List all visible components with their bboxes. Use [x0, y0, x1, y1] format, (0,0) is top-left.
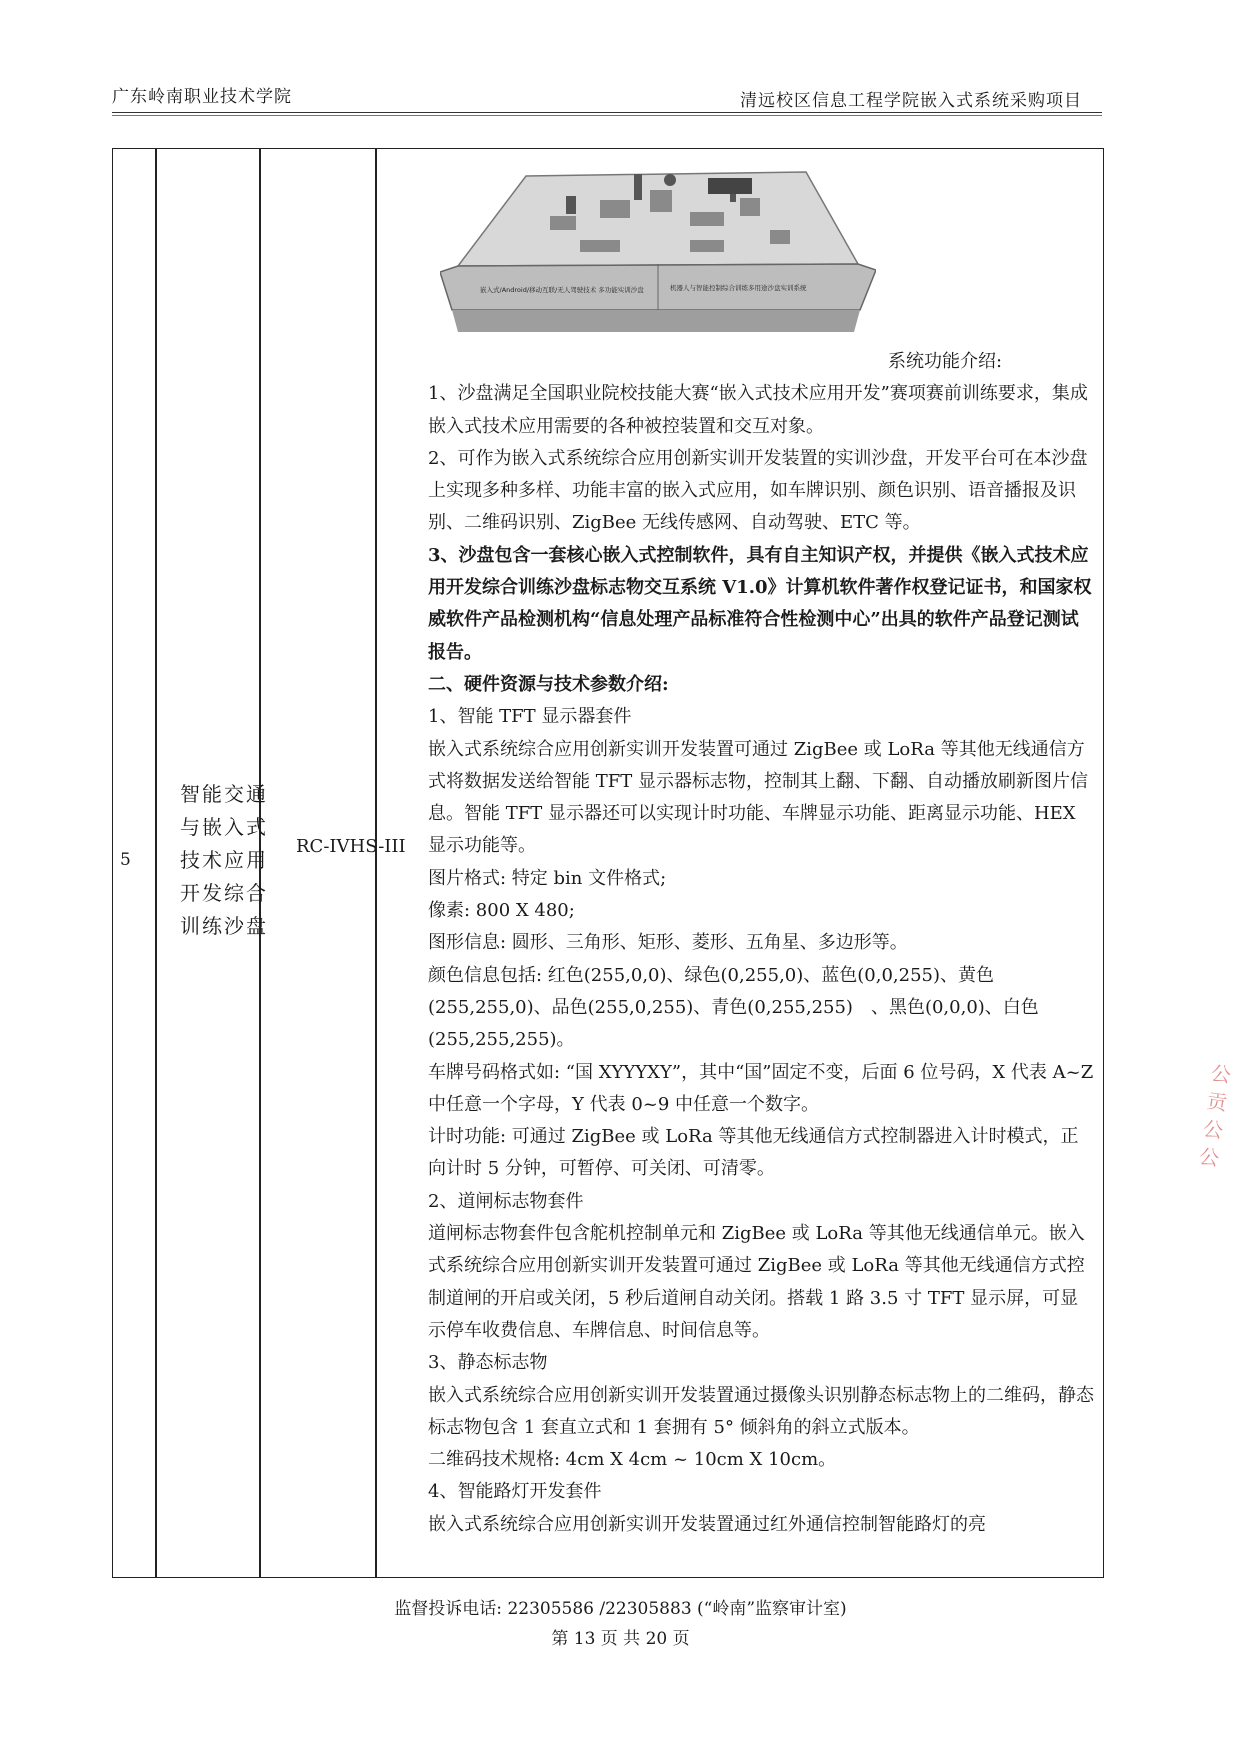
header-rule: [112, 112, 1102, 113]
header-right: 清远校区信息工程学院嵌入式系统采购项目: [740, 91, 1082, 111]
intro-item-1: 1、沙盘满足全国职业院校技能大赛“嵌入式技术应用开发”赛项赛前训练要求，集成嵌入式技术应用需要的各种被控装置和交互对象。: [428, 383, 1088, 437]
row-number: 5: [120, 850, 131, 870]
section-3-description: 嵌入式系统综合应用创新实训开发装置通过摄像头识别静态标志物上的二维码，静态标志物包含 1 套直立式和 1 套拥有 5° 倾斜角的斜立式版本。: [428, 1384, 1094, 1438]
header-left: 广东岭南职业技术学院: [112, 87, 292, 107]
section-1-format: 图片格式: 特定 bin 文件格式;: [428, 867, 667, 889]
sandbox-photo: [440, 160, 876, 338]
section-1-title: 1、智能 TFT 显示器套件: [428, 706, 632, 728]
section-1-description: 嵌入式系统综合应用创新实训开发装置可通过 ZigBee 或 LoRa 等其他无线通信方式将数据发送给智能 TFT 显示器标志物，控制其上翻、下翻、自动播放刷新图片信息。智能 TFT 显示器还可以实现计时功能、车牌显示功能、距离显示功能、HEX 显示功能等。: [428, 738, 1088, 857]
table-divider-1: [155, 149, 157, 1577]
product-name: 智能交通与嵌入式技术应用开发综合训练沙盘: [180, 782, 268, 938]
section-4-title: 4、智能路灯开发套件: [428, 1481, 602, 1503]
section-1-pixels: 像素: 800 X 480;: [428, 900, 575, 922]
section-3-spec: 二维码技术规格: 4cm X 4cm ~ 10cm X 10cm。: [428, 1449, 837, 1471]
seal-stamp-fragment: 公贡公公: [1197, 1060, 1233, 1171]
photo-panel-left-text: 嵌入式/Android/移动互联/无人驾驶技术 多功能实训沙盘: [480, 286, 644, 294]
section-2-description: 道闸标志物套件包含舵机控制单元和 ZigBee 或 LoRa 等其他无线通信单元。嵌入式系统综合应用创新实训开发装置可通过 ZigBee 或 LoRa 等其他无线通信方式控制道闸的开启或关闭，5 秒后道闸自动关闭。搭载 1 路 3.5 寸 TFT 显示屏，可显示停车收费信息、车牌信息、时间信息等。: [428, 1223, 1085, 1341]
section-4-description: 嵌入式系统综合应用创新实训开发装置通过红外通信控制智能路灯的亮: [428, 1513, 986, 1535]
section-1-shapes: 图形信息: 圆形、三角形、矩形、菱形、五角星、多边形等。: [428, 932, 908, 954]
section-1-plate: 车牌号码格式如: “国 XYYYXY”，其中“国”固定不变，后面 6 位号码，X 代表 A~Z 中任意一个字母，Y 代表 0~9 中任意一个数字。: [428, 1061, 1094, 1115]
intro-title: 系统功能介绍:: [888, 351, 1003, 372]
section-3-title: 3、静态标志物: [428, 1352, 548, 1374]
section-2-title: 2、道闸标志物套件: [428, 1190, 584, 1212]
hardware-title: 二、硬件资源与技术参数介绍:: [428, 673, 669, 695]
intro-item-2: 2、可作为嵌入式系统综合应用创新实训开发装置的实训沙盘，开发平台可在本沙盘上实现多种多样、功能丰富的嵌入式应用，如车牌识别、颜色识别、语音播报及识别、二维码识别、ZigBee 无线传感网、自动驾驶、ETC 等。: [428, 447, 1088, 534]
section-1-colors: 颜色信息包括: 红色(255,0,0)、绿色(0,255,0)、蓝色(0,0,255)、黄色(255,255,0)、品色(255,0,255)、青色(0,255,255) 、黑色(0,0,0)、白色(255,255,255)。: [428, 964, 1039, 1051]
product-model: RC-IVHS-III: [296, 836, 406, 857]
table-divider-3: [375, 149, 377, 1577]
footer-complaint-line: 监督投诉电话: 22305586 /22305883 (“岭南”监察审计室): [394, 1599, 847, 1619]
intro-item-3: 3、沙盘包含一套核心嵌入式控制软件，具有自主知识产权，并提供《嵌入式技术应用开发综合训练沙盘标志物交互系统 V1.0》计算机软件著作权登记证书，和国家权威软件产品检测机构“信息处理产品标准符合性检测中心”出具的软件产品登记测试报告。: [428, 544, 1092, 663]
header-rule-secondary: [112, 115, 1102, 116]
footer-page-number: 第 13 页 共 20 页: [551, 1629, 690, 1649]
photo-panel-right-text: 机器人与智能控制综合训练多用途沙盘实训系统: [670, 284, 807, 292]
section-1-timer: 计时功能: 可通过 ZigBee 或 LoRa 等其他无线通信方式控制器进入计时模式，正向计时 5 分钟，可暂停、可关闭、可清零。: [428, 1126, 1079, 1180]
spec-content: [428, 346, 1096, 1541]
